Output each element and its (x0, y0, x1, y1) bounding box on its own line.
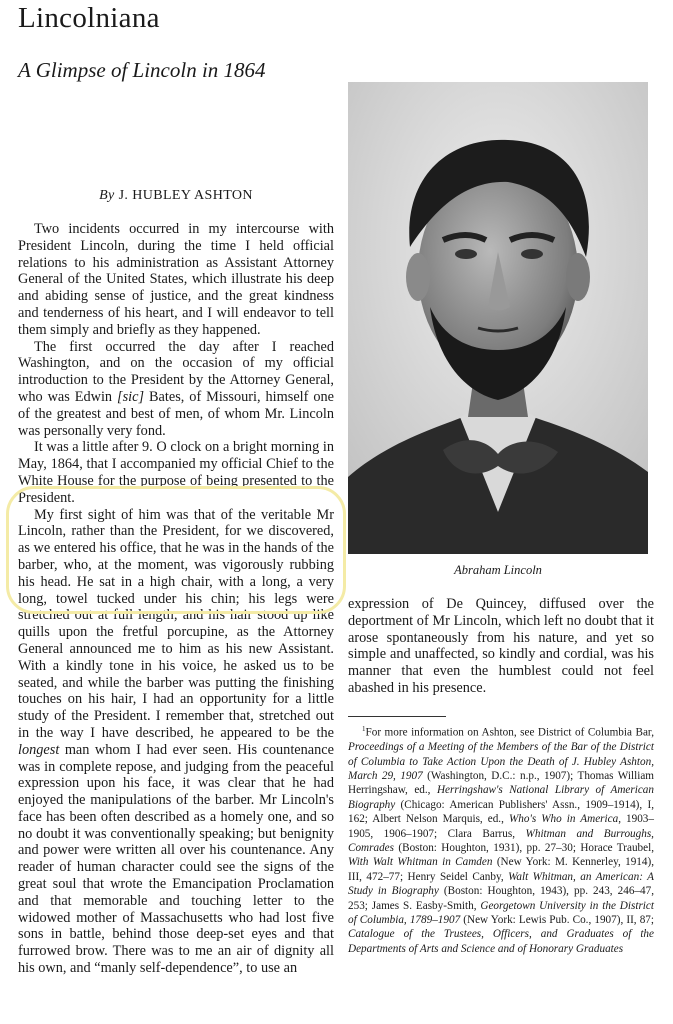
lincoln-portrait-image (348, 82, 648, 554)
page-title: Lincolniana (18, 2, 160, 34)
footnote-mark: 1 (362, 725, 366, 733)
footnote-citation: Georgetown University in the District of Columbia, 1789–1907 (348, 899, 654, 927)
portrait-illustration (348, 82, 648, 554)
footnote-text: (Boston: Houghton, 1943), pp. 243, 246–47, 253; James S. Easby-Smith, (348, 885, 655, 912)
footnote-citation: Whitman and Burroughs, Comrades (348, 827, 654, 854)
paragraph-4-text-a: My first sight of him was that of the veritable Mr Lincoln, rather than the President, for we discovered, as we entered his office, that he was in the hands of the barber, who, at the moment, was vigorously rubbing his head. He sat in a high chair, with a long, a very long, towel tucked under his chin; his legs were stretched out at full length; and his hair stood up like quills upon the fretful porcupine, as the Attorney General announced me to him as his new Assistant. With a kindly tone in his voice, he asked us to be seated, and while the barber was putting the finishing touches on his hair, I had an opportunity for a little study of the President. I remember that, stretched out in the way I have described, he appeared to be the (18, 506, 334, 741)
footnote-citation: Who's Who in America (508, 813, 619, 826)
footnote-text: (Boston: Houghton, 1931), pp. 27–30; Horace Traubel, (394, 841, 654, 854)
author-name: J. HUBLEY ASHTON (118, 188, 253, 203)
footnote-text: (Washington, D.C.: n.p., 1907); Thomas William Herringshaw, ed., (348, 769, 654, 797)
image-caption: Abraham Lincoln (454, 563, 542, 577)
footnote-citation: Proceedings of a Meeting of the Members of the Bar of the District of Columbia to Take Action Upon the Death of J. Hubley Ashton, March 29, 1907 (348, 741, 654, 782)
footnote-text: For more information on Ashton, see District of Columbia Bar, (365, 726, 654, 739)
footnote (348, 722, 654, 956)
footnote-text: , 1903–1905, 1906–1907; Clara Barrus, (348, 813, 654, 840)
article-title: A Glimpse of Lincoln in 1864 (18, 58, 266, 82)
footnote-text: (New York: Lewis Pub. Co., 1907), II, 87; (460, 914, 654, 927)
paragraph-2-text-a: The first occurred the day after I reached Washington, and on the occasion of my official introduction to the President by the Attorney General, who was Edwin (18, 338, 334, 405)
footnote-text: (Chicago: American Publishers' Assn., 1909–1914), I, 162; Albert Nelson Marquis, ed., (348, 798, 654, 826)
paragraph-2-text-b: Bates, of Missouri, himself one of the greatest and best of men, of whom Mr. Lincoln was personally very fond. (18, 388, 335, 439)
article-body-left-column (18, 221, 334, 977)
paragraph-4 (18, 507, 334, 977)
paragraph-1: Two incidents occurred in my intercourse with President Lincoln, during the time I held official relations to his administration as Assistant Attorney General of the United States, which illustrate his deep and abiding sense of justice, and the great kindness and tenderness of his heart, and I will endeavor to tell them simply and briefly as they happened. (18, 221, 334, 338)
footnote-citation: Herringshaw's National Library of American Biography (348, 784, 654, 811)
footnote-citation: With Walt Whitman in Camden (348, 856, 493, 869)
footnote-text: (New York: M. Kennerley, 1914), III, 472–77; Henry Seidel Canby, (348, 856, 655, 883)
paragraph-3: It was a little after 9. O clock on a bright morning in May, 1864, that I accompanied my official Chief to the White House for the purpose of being presented to the President. (18, 439, 334, 506)
byline-prefix: By (99, 188, 115, 203)
footnote-citation: Catalogue of the Trustees, Officers, and Graduates of the Departments of Arts and Science and of Honorary Graduates (348, 928, 654, 955)
article-body-right-column: expression of De Quincey, diffused over the deportment of Mr Lincoln, which left no doubt that it arose spontaneously from his nature, and yet so simple and unaffected, so kindly and cordial, was his manner that even the humblest could not feel abashed in his presence. (348, 596, 654, 696)
byline (18, 188, 334, 204)
paragraph-2 (18, 339, 334, 440)
footnote-divider (348, 716, 446, 717)
emphasis-longest: longest (18, 741, 60, 758)
paragraph-4-text-b: man whom I had ever seen. His countenance was in complete repose, and judging from the peaceful expression upon his face, it was clear that he had enjoyed the manipulations of the barber. Mr Lincoln's face has been often described as a homely one, and so no doubt it was conventionally speaking; but benignity and power were written all over his countenance. Any reader of human character could see the signs of the great soul that wrote the Emancipation Proclamation and that memorable and touching letter to the widowed mother of Massachusetts who had lost five sons in battle, behind those deep-set eyes and that furrowed brow. There was to me an air of dignity all his own, and “manly self-dependence”, to use an (18, 741, 334, 977)
footnote-citation: Walt Whitman, an American: A Study in Biography (348, 870, 654, 898)
sic-notation: [sic] (117, 388, 145, 405)
